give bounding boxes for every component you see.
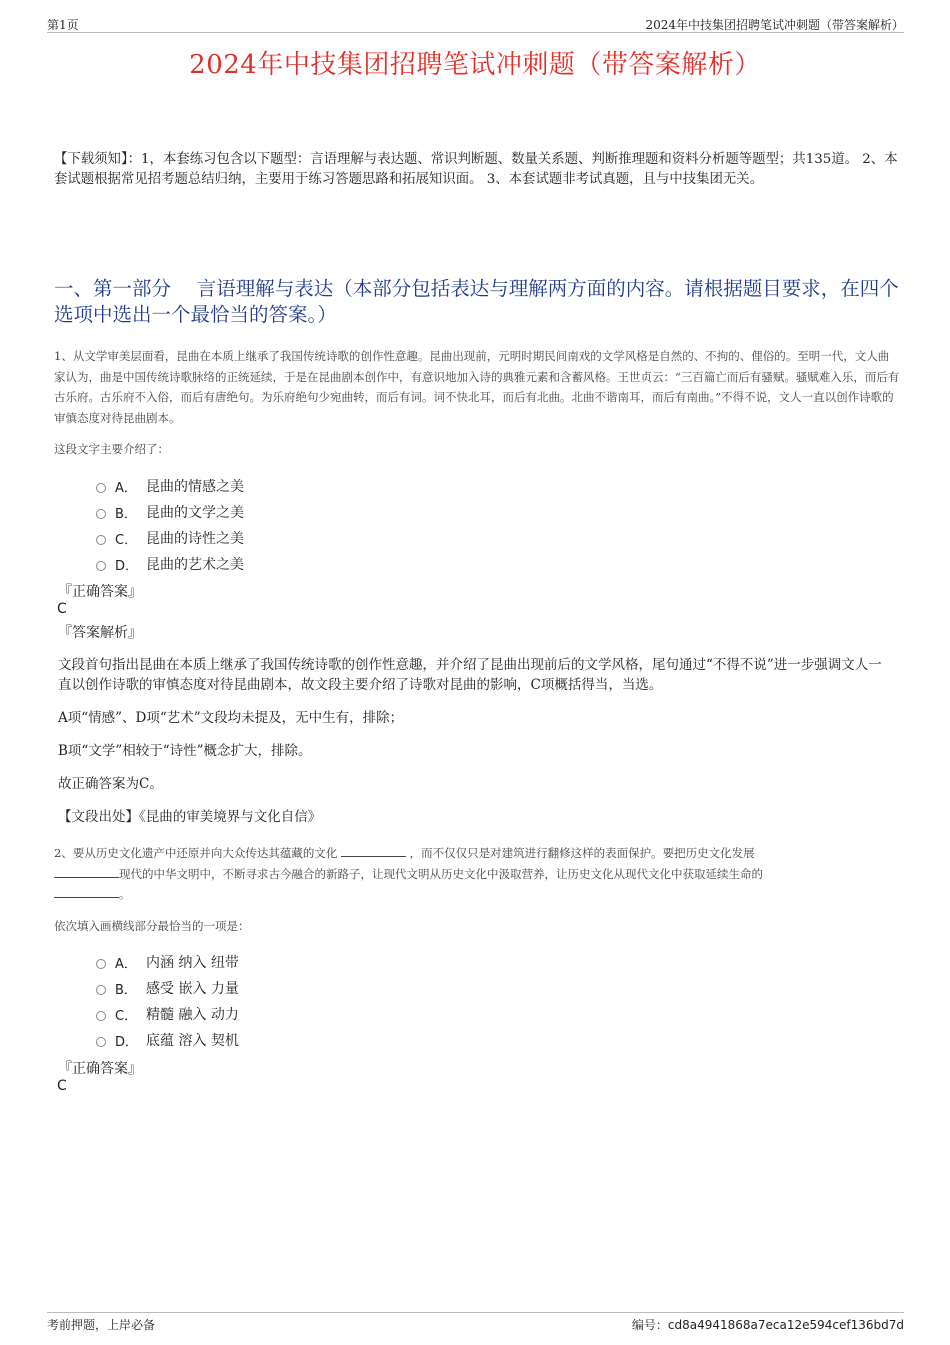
question-1-options (96, 473, 244, 577)
option-a[interactable]: A． 内涵 纳入 纽带 (96, 949, 239, 975)
option-d[interactable]: D． 昆曲的艺术之美 (96, 551, 244, 577)
answer-label: 『正确答案』 (58, 584, 142, 600)
option-a[interactable]: A． 昆曲的情感之美 (96, 473, 244, 499)
radio-icon[interactable] (96, 959, 106, 969)
page-footer (47, 1312, 904, 1331)
radio-icon[interactable] (96, 1011, 106, 1021)
text-source: 【文段出处】《昆曲的审美境界与文化自信》 (58, 809, 322, 825)
footer-slogan: 考前押题，上岸必备 (47, 1318, 156, 1332)
analysis-paragraph: 文段首句指出昆曲在本质上继承了我国传统诗歌的创作性意趣，并介绍了昆曲出现前后的文学风格，尾句通过“不得不说”进一步强调文人一直以创作诗歌的审慎态度对待昆曲剧本，故文段主要介绍了诗歌对昆曲的影响，C项概括得当，当选。 (58, 657, 882, 693)
radio-icon[interactable] (96, 509, 106, 519)
page-header (47, 14, 904, 33)
analysis-label: 『答案解析』 (58, 625, 142, 641)
answer-value: C (57, 601, 67, 617)
radio-icon[interactable] (96, 985, 106, 995)
analysis-paragraph: 故正确答案为C。 (58, 776, 163, 792)
download-notice: 【下载须知】：1，本套练习包含以下题型：言语理解与表达题、常识判断题、数量关系题、判断推理题和资料分析题等题型；共135道。 2、本套试题根据常见招考题总结归纳，主要用于练习答题思路和拓展知识面。 3、本套试题非考试真题，且与中技集团无关。 (54, 152, 898, 187)
option-c[interactable]: C． 精髓 融入 动力 (96, 1001, 239, 1027)
option-b[interactable]: B． 昆曲的文学之美 (96, 499, 244, 525)
option-d[interactable]: D． 底蕴 溶入 契机 (96, 1027, 239, 1053)
fill-blank (54, 865, 119, 878)
option-c[interactable]: C． 昆曲的诗性之美 (96, 525, 244, 551)
radio-icon[interactable] (96, 483, 106, 493)
question-2-prompt: 依次填入画横线部分最恰当的一项是： (54, 919, 250, 933)
question-2-options (96, 949, 239, 1053)
option-b[interactable]: B． 感受 嵌入 力量 (96, 975, 239, 1001)
question-1-prompt: 这段文字主要介绍了： (54, 442, 169, 456)
analysis-paragraph: B项“文学”相较于“诗性”概念扩大，排除。 (58, 743, 312, 759)
section-title: 一、第一部分 言语理解与表达（本部分包括表达与理解两方面的内容。请根据题目要求，在四个选项中选出一个最恰当的答案。） (54, 277, 899, 326)
header-doc-title: 2024年中技集团招聘笔试冲刺题（带答案解析） (645, 18, 904, 32)
radio-icon[interactable] (96, 1037, 106, 1047)
answer-label: 『正确答案』 (58, 1061, 142, 1077)
fill-blank (54, 885, 119, 898)
document-title: 2024年中技集团招聘笔试冲刺题（带答案解析） (189, 50, 761, 80)
question-1-text: 1、从文学审美层面看，昆曲在本质上继承了我国传统诗歌的创作性意趣。昆曲出现前，元明时期民间南戏的文学风格是自然的、不拘的、俚俗的。至明一代，文人曲家认为，曲是中国传统诗歌脉络的正统延续，于是在昆曲剧本创作中，有意识地加入诗的典雅元素和含蓄风格。王世贞云：“三百篇亡而后有骚赋。骚赋难入乐，而后有古乐府。古乐府不入俗，而后有唐绝句。为乐府绝句少宛曲转，而后有词。词不快北耳，而后有北曲。北曲不谐南耳，而后有南曲。”不得不说，文人一直以创作诗歌的审慎态度对待昆曲剧本。 (54, 349, 900, 425)
radio-icon[interactable] (96, 535, 106, 545)
radio-icon[interactable] (96, 561, 106, 571)
page-number: 第1页 (47, 18, 79, 32)
answer-value: C (57, 1078, 67, 1094)
fill-blank (341, 844, 406, 857)
question-2-text: 2、要从历史文化遗产中还原并向大众传达其蕴藏的文化 ，而不仅仅只是对建筑进行翻修这样的表面保护。要把历史文化发展 现代的中华文明中，不断寻求古今融合的新路子，让现代文明从历史文化中汲取营养，让历史文化从现代文化中获取延续生命的 。 (54, 846, 763, 901)
analysis-paragraph: A项“情感”、D项“艺术”文段均未提及，无中生有，排除； (58, 710, 404, 726)
document-code: 编号：cd8a4941868a7eca12e594cef136bd7d (631, 1318, 904, 1332)
